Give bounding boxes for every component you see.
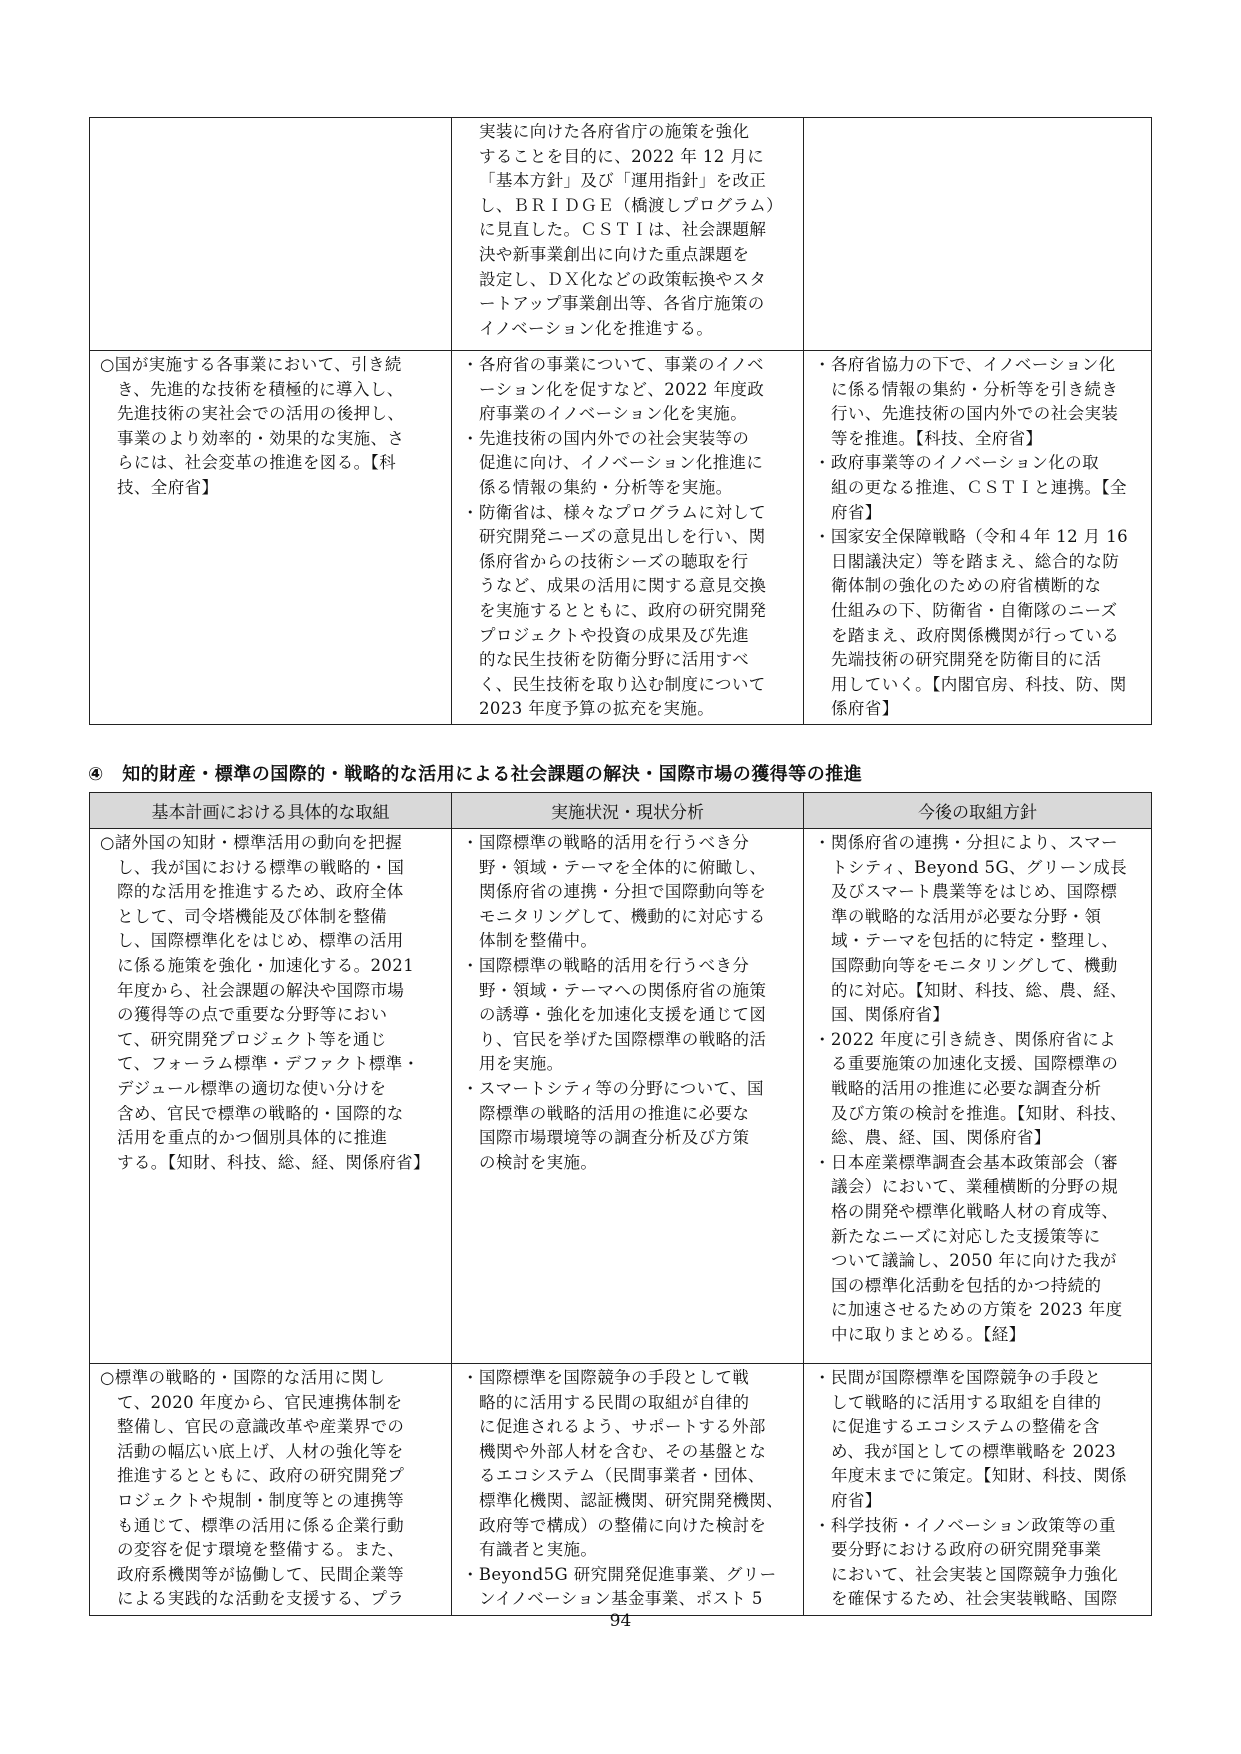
table-row bbox=[90, 1364, 1152, 1616]
text-line: ・日本産業標準調査会基本政策部会（審 bbox=[814, 1152, 1119, 1172]
text-line: 関係府省の連携・分担で国際動向等を bbox=[479, 882, 767, 902]
table-header-row bbox=[90, 793, 1152, 829]
text-line: の検討を実施。 bbox=[479, 1152, 598, 1172]
text-line: き、先進的な技術を積極的に導入し、 bbox=[117, 379, 404, 399]
text-line: 新たなニーズに対応した支援策等に bbox=[831, 1226, 1101, 1246]
text-line: て、フォーラム標準・デファクト標準・ bbox=[117, 1054, 420, 1074]
text-line: 有識者と実施。 bbox=[479, 1540, 598, 1560]
text-line: て、2020 年度から、官民連携体制を bbox=[117, 1392, 403, 1412]
section-heading: ④ 知的財産・標準の国際的・戦略的な活用による社会課題の解決・国際市場の獲得等の推進 bbox=[88, 764, 863, 785]
text-line: ロジェクトや規制・制度等との連携等 bbox=[117, 1490, 404, 1510]
text-line: の獲得等の点で重要な分野等におい bbox=[117, 1005, 388, 1025]
text-line: プロジェクトや投資の成果及び先進 bbox=[479, 625, 750, 645]
text-line: 衛体制の強化のための府省横断的な bbox=[831, 576, 1102, 596]
text-line: く、民生技術を取り込む制度について bbox=[479, 674, 766, 694]
text-line: 機関や外部人材を含む、その基盤とな bbox=[479, 1441, 767, 1461]
plan-measure-cell bbox=[90, 351, 452, 725]
text-line: 係る情報の集約・分析等を実施。 bbox=[479, 477, 733, 497]
status-analysis-cell bbox=[452, 351, 804, 725]
text-line: 2023 年度予算の拡充を実施。 bbox=[479, 699, 715, 719]
status-analysis-cell bbox=[452, 1364, 804, 1616]
text-line: ・国際標準の戦略的活用を行うべき分 bbox=[462, 955, 750, 975]
text-line: 府省】 bbox=[831, 1490, 882, 1510]
text-line: うなど、成果の活用に関する意見交換 bbox=[479, 576, 767, 596]
text-line: 仕組みの下、防衛省・自衛隊のニーズ bbox=[831, 600, 1118, 620]
text-line: 戦略的活用の推進に必要な調査分析 bbox=[831, 1078, 1102, 1098]
text-line: ○標準の戦略的・国際的な活用に関し bbox=[100, 1368, 386, 1387]
text-line: 及びスマート農業等をはじめ、国際標 bbox=[831, 882, 1118, 902]
text-line: に係る施策を強化・加速化する。2021 bbox=[117, 955, 415, 975]
ip-standards-table bbox=[89, 792, 1152, 1616]
page-number: 94 bbox=[609, 1611, 632, 1631]
text-line: 国際市場環境等の調査分析及び方策 bbox=[479, 1128, 750, 1148]
text-line: 含め、官民で標準の戦略的・国際的な bbox=[117, 1103, 404, 1123]
text-line: 政府等で構成）の整備に向けた検討を bbox=[479, 1515, 767, 1535]
text-line: 「基本方針」及び「運用指針」を改正 bbox=[479, 171, 767, 191]
text-line: 決や新事業創出に向けた重点課題を bbox=[479, 244, 750, 264]
text-line: て、研究開発プロジェクト等を通じ bbox=[117, 1029, 387, 1049]
text-line: に見直した。ＣＳＴＩは、社会課題解 bbox=[479, 220, 767, 240]
text-line: 的に対応。【知財、科技、総、農、経、 bbox=[831, 980, 1127, 1000]
future-policy-cell bbox=[804, 118, 1152, 351]
text-line: 年度末までに策定。【知財、科技、関係 bbox=[831, 1466, 1127, 1486]
text-line: 年度から、社会課題の解決や国際市場 bbox=[117, 980, 405, 1000]
text-line: ・政府事業等のイノベーション化の取 bbox=[814, 453, 1099, 473]
text-line: 用していく。【内閣官房、科技、防、関 bbox=[831, 674, 1127, 694]
text-line: る重要施策の加速化支援、国際標準の bbox=[831, 1054, 1119, 1074]
table-row bbox=[90, 118, 1152, 351]
text-line: ンイノベーション基金事業、ポスト 5 bbox=[479, 1589, 763, 1609]
text-line: 実装に向けた各府省庁の施策を強化 bbox=[479, 122, 750, 141]
text-line: ついて議論し、2050 年に向けた我が bbox=[831, 1251, 1117, 1271]
text-line: に促進されるよう、サポートする外部 bbox=[479, 1417, 766, 1437]
text-line: 用を実施。 bbox=[479, 1054, 564, 1074]
text-line: ・2022 年度に引き続き、関係府省によ bbox=[814, 1029, 1117, 1049]
text-line: 野・領域・テーマへの関係府省の施策 bbox=[479, 980, 767, 1000]
text-line: 等を推進。【科技、全府省】 bbox=[831, 428, 1043, 448]
text-line: に促進するエコシステムの整備を含 bbox=[831, 1417, 1100, 1437]
text-line: 技、全府省】 bbox=[117, 477, 219, 497]
text-line: 的な民生技術を防衛分野に活用すべ bbox=[479, 650, 750, 670]
text-line: ・科学技術・イノベーション政策等の重 bbox=[814, 1515, 1116, 1535]
text-line: 整備し、官民の意識改革や産業界での bbox=[117, 1417, 405, 1437]
table-row bbox=[90, 351, 1152, 725]
text-line: ・先進技術の国内外での社会実装等の bbox=[462, 428, 750, 448]
text-line: るエコシステム（民間事業者・団体、 bbox=[479, 1466, 765, 1486]
text-line: 組の更なる推進、ＣＳＴＩと連携。【全 bbox=[831, 477, 1127, 497]
text-line: 際的な活用を推進するため、政府全体 bbox=[117, 882, 404, 902]
text-line: 際標準の戦略的活用の推進に必要な bbox=[479, 1103, 750, 1123]
column-header-plan: 基本計画における具体的な取組 bbox=[90, 793, 452, 829]
future-policy-cell bbox=[804, 351, 1152, 725]
text-line: 係府省】 bbox=[831, 699, 899, 719]
text-line: 政府系機関等が協働して、民間企業等 bbox=[117, 1564, 404, 1584]
text-line: ・防衛省は、様々なプログラムに対して bbox=[462, 502, 767, 522]
column-header-status: 実施状況・現状分析 bbox=[452, 793, 804, 829]
text-line: 事業のより効率的・効果的な実施、さ bbox=[117, 428, 405, 448]
text-line: ・国家安全保障戦略（令和４年 12 月 16 bbox=[814, 527, 1129, 547]
text-line: 先端技術の研究開発を防衛目的に活 bbox=[831, 650, 1102, 670]
text-line: 及び方策の検討を推進。【知財、科技、 bbox=[831, 1103, 1127, 1123]
text-line: として、司令塔機能及び体制を整備 bbox=[117, 906, 388, 926]
text-line: において、社会実装と国際競争力強化 bbox=[831, 1564, 1118, 1584]
text-line: 国、関係府省】 bbox=[831, 1005, 950, 1025]
text-line: デジュール標準の適切な使い分けを bbox=[117, 1078, 387, 1098]
text-line: 活動の幅広い底上げ、人材の強化等を bbox=[117, 1441, 404, 1461]
text-line: し、ＢＲＩＤＧＥ（橋渡しプログラム） bbox=[479, 195, 784, 215]
text-line: を踏まえ、政府関係機関が行っている bbox=[831, 625, 1120, 645]
text-line: 標準化機関、認証機関、研究開発機関、 bbox=[479, 1490, 784, 1510]
text-line: 国際動向等をモニタリングして、機動 bbox=[831, 955, 1118, 975]
text-line: 国の標準化活動を包括的かつ持続的 bbox=[831, 1275, 1102, 1295]
text-line: ・各府省協力の下で、イノベーション化 bbox=[814, 355, 1116, 374]
text-line: 府省】 bbox=[831, 502, 882, 522]
table-row bbox=[90, 829, 1152, 1364]
text-line: も通じて、標準の活用に係る企業行動 bbox=[117, 1515, 404, 1535]
text-line: 略的に活用する民間の取組が自律的 bbox=[479, 1392, 750, 1412]
plan-measure-cell bbox=[90, 118, 452, 351]
status-analysis-cell bbox=[452, 118, 804, 351]
text-line: ○諸外国の知財・標準活用の動向を把握 bbox=[100, 833, 403, 852]
text-line: ・民間が国際標準を国際競争の手段と bbox=[814, 1368, 1102, 1387]
text-line: することを目的に、2022 年 12 月に bbox=[479, 146, 765, 166]
text-line: に加速させるための方策を 2023 年度 bbox=[831, 1300, 1123, 1320]
text-line: 行い、先進技術の国内外での社会実装 bbox=[831, 404, 1119, 424]
text-line: モニタリングして、機動的に対応する bbox=[479, 906, 766, 926]
text-line: 推進するとともに、政府の研究開発プ bbox=[117, 1466, 405, 1486]
text-line: を実施するとともに、政府の研究開発 bbox=[479, 600, 767, 620]
text-line: 設定し、ＤＸ化などの政策転換やスタ bbox=[479, 269, 767, 289]
text-line: 要分野における政府の研究開発事業 bbox=[831, 1540, 1102, 1560]
plan-measure-cell bbox=[90, 829, 452, 1364]
text-line: め、我が国としての標準戦略を 2023 bbox=[831, 1441, 1117, 1461]
text-line: 格の開発や標準化戦略人材の育成等、 bbox=[831, 1201, 1119, 1221]
text-line: 総、農、経、国、関係府省】 bbox=[831, 1128, 1051, 1148]
text-line: 体制を整備中。 bbox=[479, 931, 598, 951]
text-line: ○国が実施する各事業において、引き続 bbox=[100, 355, 402, 374]
text-line: して戦略的に活用する取組を自律的 bbox=[831, 1392, 1102, 1412]
text-line: 研究開発ニーズの意見出しを行い、関 bbox=[479, 527, 766, 547]
text-line: ーション化を促すなど、2022 年度政 bbox=[479, 379, 765, 399]
text-line: 中に取りまとめる。【経】 bbox=[831, 1324, 1026, 1344]
status-analysis-cell bbox=[452, 829, 804, 1364]
text-line: ・Beyond5G 研究開発促進事業、グリー bbox=[462, 1564, 777, 1584]
future-policy-cell bbox=[804, 829, 1152, 1364]
text-line: 域・テーマを包括的に特定・整理し、 bbox=[831, 931, 1119, 951]
text-line: し、我が国における標準の戦略的・国 bbox=[117, 857, 405, 877]
text-line: し、国際標準化をはじめ、標準の活用 bbox=[117, 931, 404, 951]
text-line: トシティ、Beyond 5G、グリーン成長 bbox=[831, 857, 1128, 877]
text-line: 活用を重点的かつ個別具体的に推進 bbox=[117, 1128, 388, 1148]
text-line: する。【知財、科技、総、経、関係府省】 bbox=[117, 1152, 430, 1172]
text-line: 野・領域・テーマを全体的に俯瞰し、 bbox=[479, 857, 767, 877]
text-line: 日閣議決定）等を踏まえ、総合的な防 bbox=[831, 551, 1120, 571]
text-line: 議会）において、業種横断的分野の規 bbox=[831, 1177, 1118, 1197]
text-line: の変容を促す環境を整備する。また、 bbox=[117, 1540, 405, 1560]
measures-table-continued bbox=[89, 117, 1152, 725]
text-line: を確保するため、社会実装戦略、国際 bbox=[831, 1589, 1118, 1609]
text-line: イノベーション化を推進する。 bbox=[479, 318, 714, 338]
text-line: ・各府省の事業について、事業のイノベ bbox=[462, 355, 764, 374]
text-line: ・国際標準の戦略的活用を行うべき分 bbox=[462, 833, 750, 852]
text-line: による実践的な活動を支援する、プラ bbox=[117, 1589, 405, 1609]
column-header-policy: 今後の取組方針 bbox=[804, 793, 1152, 829]
text-line: の誘導・強化を加速化支援を通じて図 bbox=[479, 1005, 767, 1025]
text-line: 促進に向け、イノベーション化推進に bbox=[479, 453, 764, 473]
text-line: らには、社会変革の推進を図る。【科 bbox=[117, 453, 397, 473]
text-line: 先進技術の実社会での活用の後押し、 bbox=[117, 404, 405, 424]
plan-measure-cell bbox=[90, 1364, 452, 1616]
future-policy-cell bbox=[804, 1364, 1152, 1616]
text-line: ートアップ事業創出等、各省庁施策の bbox=[479, 294, 765, 314]
text-line: に係る情報の集約・分析等を引き続き bbox=[831, 379, 1119, 399]
text-line: 準の戦略的な活用が必要な分野・領 bbox=[831, 906, 1102, 926]
text-line: 府事業のイノベーション化を実施。 bbox=[479, 404, 748, 424]
text-line: ・スマートシティ等の分野について、国 bbox=[462, 1078, 764, 1098]
text-line: ・関係府省の連携・分担により、スマー bbox=[814, 833, 1118, 852]
text-line: り、官民を挙げた国際標準の戦略的活 bbox=[479, 1029, 767, 1049]
text-line: ・国際標準を国際競争の手段として戦 bbox=[462, 1368, 750, 1387]
text-line: 係府省からの技術シーズの聴取を行 bbox=[479, 551, 749, 571]
